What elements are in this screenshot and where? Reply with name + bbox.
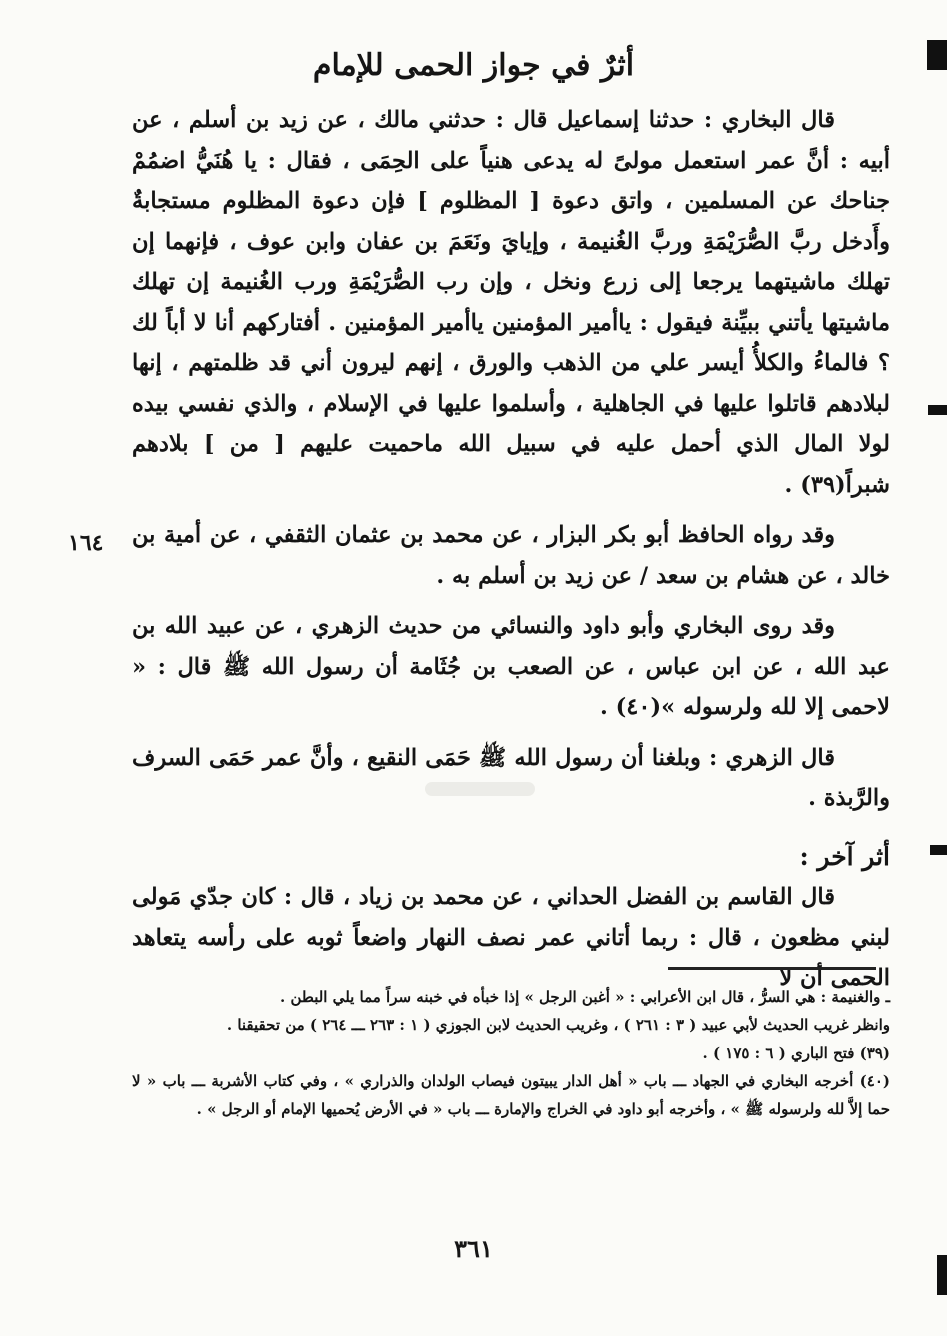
paragraph-5: قال القاسم بن الفضل الحداني ، عن محمد بن زياد ، قال : كان جدّي مَولى لبني مظعون ، قال : ربما أتاني عمر نصف النهار واضعاً ثوبه على رأسه يتعاهد الحمى أن لا xyxy=(132,884,890,991)
faded-print-smudge xyxy=(425,782,535,796)
paragraph-4: قال الزهري : وبلغنا أن رسول الله ﷺ حَمَى النقيع ، وأنَّ عمر حَمَى السرف والرَّبذة . xyxy=(132,744,890,811)
footnotes xyxy=(132,983,890,1123)
paragraph-1: قال البخاري : حدثنا إسماعيل قال : حدثني مالك ، عن زيد بن أسلم ، عن أبيه : أنَّ عمر استعمل مولىً له يدعى هنياً على الحِمَى ، فقال : يا هُنَيُّ اضمُمْ جناحك عن المسلمين ، واتق دعوة [ المظلوم ] فإن دعوة المظلوم مستجابةٌ وأَدخل ربَّ الصُّرَيْمَةِ وربَّ الغُنيمة ، وإيايَ ونَعَمَ بن عفان وابن عوف ، فإنهما إن تهلك ماشيتهما يرجعا إلى زرع ونخل ، وإن رب الصُّرَيْمَةِ ورب الغُنيمة إن تهلك ماشيتها يأتني ببيِّنة فيقول : ياأمير المؤمنين ياأمير المؤمنين . أفتاركهم أنا لا أباً لك ؟ فالماءُ والكلأُ أيسر علي من الذهب والورق ، إنهم ليرون أني قد ظلمتهم ، إنها لبلادهم قاتلوا عليها في الجاهلية ، وأسلموا عليها في الإسلام ، والذي نفسي بيده لولا المال الذي أحمل عليه في سبيل الله ماحميت عليهم [ من ] بلادهم شبراً(٣٩) . xyxy=(132,107,890,498)
footnote-line: وانظر غريب الحديث لأبي عبيد ( ٣ : ٢٦١ ) ، وغريب الحديث لابن الجوزي ( ١ : ٢٦٣ ـــ ٢٦٤ ) من تحقيقنا . xyxy=(226,1016,890,1034)
scan-edge-mark xyxy=(927,40,947,70)
page-title: أثرٌ في جواز الحمى للإمام xyxy=(312,48,635,83)
scan-edge-mark xyxy=(928,405,947,415)
footnote-line: ـ والغنيمة : هي السرُّ ، قال ابن الأعرابي : « أغبن الرجل » إذا خبأه في خبنه سراً مما يلي البطن . xyxy=(280,988,890,1006)
scan-edge-mark xyxy=(937,1255,947,1295)
section-heading: أثر آخر : xyxy=(799,841,890,871)
paragraph-2: وقد رواه الحافظ أبو بكر البزار ، عن محمد بن عثمان الثقفي ، عن أمية بن خالد ، عن هشام بن سعد / عن زيد بن أسلم به . xyxy=(132,522,890,589)
margin-page-number: ١٦٤ xyxy=(68,530,104,556)
footnote-divider xyxy=(668,967,876,970)
main-text xyxy=(132,100,890,999)
scan-edge-mark xyxy=(930,845,947,855)
footnote-40: (٤٠) أخرجه البخاري في الجهاد ـــ باب « أهل الدار يبيتون فيصاب الولدان والذراري » ، وفي كتاب الأشربة ـــ باب « لا حما إلاَّ لله ولرسوله ﷺ » ، وأخرجه أبو داود في الخراج والإمارة ـــ باب « في الأرض يُحميها الإمام أو الرجل » . xyxy=(132,1072,890,1118)
footnote-39: (٣٩) فتح الباري ( ٦ : ١٧٥ ) . xyxy=(702,1044,890,1062)
paragraph-3: وقد روى البخاري وأبو داود والنسائي من حديث الزهري ، عن عبيد الله بن عبد الله ، عن ابن عباس ، عن الصعب بن جُثَامة أن رسول الله ﷺ قال : « لاحمى إلا لله ولرسوله »(٤٠) . xyxy=(132,613,890,720)
page-number: ٣٦١ xyxy=(454,1234,493,1263)
